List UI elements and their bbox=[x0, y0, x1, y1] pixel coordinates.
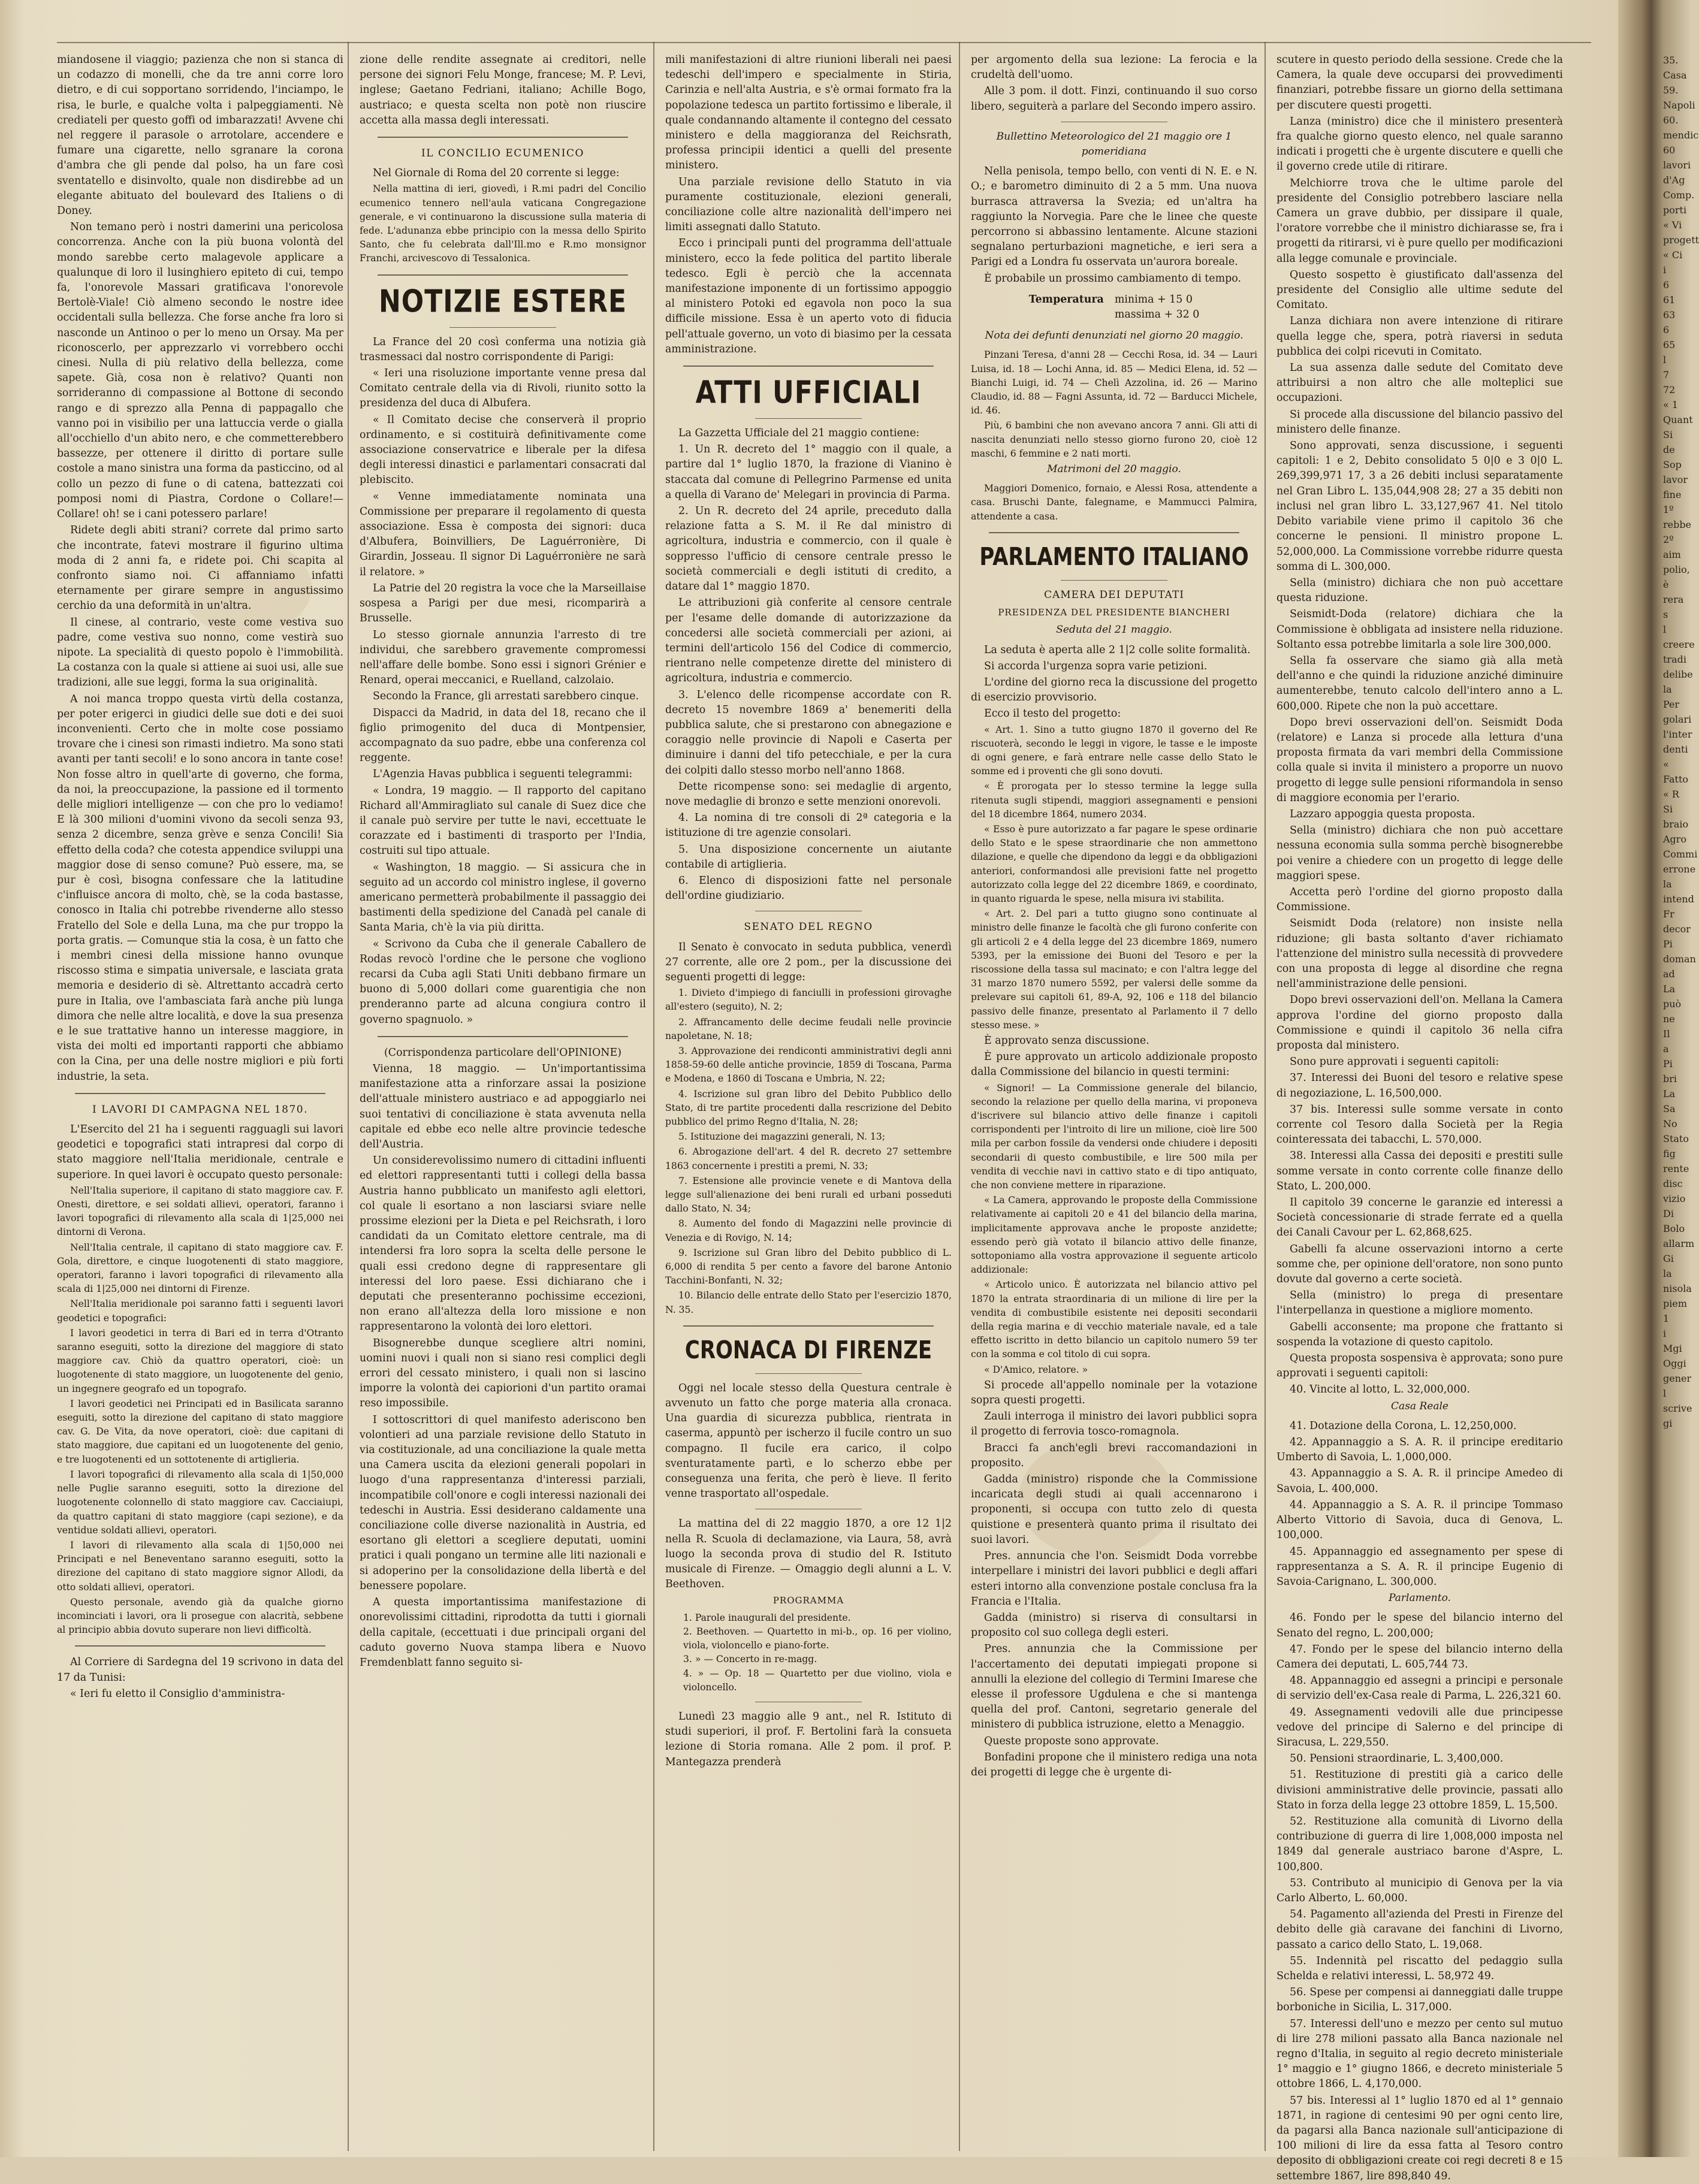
programma-list bbox=[683, 1611, 952, 1694]
paragraph: Dopo brevi osservazioni dell'on. Mellana la Camera approva l'ordine del giorno proposto dalla Commissione e quindi il capitolo 36 nella cifra proposta dal ministero. bbox=[1276, 994, 1563, 1052]
paragraph: Questo personale, avendo già da qualche giorno incominciati i lavori, ora li prosegue con alacrità, sebbene al principio abbia dovuto superare non lievi difficoltà. bbox=[57, 1596, 343, 1636]
paragraph: Dette ricompense sono: sei medaglie di argento, nove medaglie di bronzo e sette menzioni onorevoli. bbox=[665, 780, 952, 808]
paragraph: per argomento della sua lezione: La ferocia e la crudeltà dell'uomo. bbox=[971, 54, 1257, 81]
paragraph: Non temano però i nostri damerini una pericolosa concorrenza. Anche con la più buona volontà del mondo sarebbe certo malagevole applicare a qualunque di loro il lusinghiero epiteto di cui, tempo fa, l'onorevole Massari gratificava l'onorevole Bertolè-Viale! Ciò almeno secondo le nostre idee occidentali sulla bellezza. Che forse anche fra loro si nasconde un Antinoo o per lo meno un Orsay. Ma per riconoscerlo, per apprezzarlo vi vorrebbero occhi cinesi. Nulla di più relativo della bellezza, come sapete. Già, cosa non è relativo? Quanti non sorrideranno di compassione al Bottone di secondo rango e di sprezzo alla Penna di pappagallo che vanno poi in visibilio per una lattuccia verde o gialla all'occhiello d'un abito nero, e che commetterebbero bassezze, per ottenere il diritto di portare sulle costole a mano sinistra una forma da pasticcino, od al collo un pezzo di fune o di catena, battezzati coi pomposi nomi di Piastra, Cordone o Collare!—Collare! oh! se i cani potessero parlare! bbox=[57, 221, 343, 521]
edge-line: delibe bbox=[1663, 669, 1693, 680]
section-title-concilio: IL CONCILIO ECUMENICO bbox=[421, 147, 584, 160]
paragraph: Sella (ministro) dichiara che non può accettare questa riduzione. bbox=[1276, 576, 1563, 605]
edge-line: Bolo bbox=[1663, 1223, 1685, 1234]
paragraph: « Ieri una risoluzione importante venne presa dal Comitato centrale della via di Rivoli, riunito sotto la presidenza del duca di Albufera. bbox=[360, 367, 646, 410]
paragraph: Lanza dichiara non avere intenzione di ritirare quella legge che, spera, potrà riaversi in seduta pubblica dei colpi ricevuti in Comitato. bbox=[1276, 315, 1563, 358]
edge-line: ne bbox=[1663, 1013, 1675, 1025]
camera-title: CAMERA DEI DEPUTATI bbox=[1043, 588, 1185, 601]
edge-line: rera bbox=[1663, 594, 1684, 605]
casa-reale-label: Casa Reale bbox=[1391, 1400, 1448, 1412]
paragraph: 57. Interessi dell'uno e mezzo per cento sul mutuo di lire 278 milioni passato alla Banca nazionale nel regno d'Italia, in seguito al regio decreto ministeriale 1° maggio e 1° giugno 1866, e decreto ministeriale 5 ottobre 1866, L. 4,170,000. bbox=[1276, 2017, 1563, 2091]
paragraph: 5. Una disposizione concernente un aiutante contabile di artiglieria. bbox=[665, 843, 952, 871]
paragraph: Sella (ministro) lo prega di presentare l'interpellanza in questione a migliore momento. bbox=[1276, 1289, 1563, 1317]
edge-line: 72 bbox=[1663, 384, 1676, 395]
edge-line: la bbox=[1663, 878, 1672, 890]
column-3 bbox=[665, 53, 952, 2150]
paragraph: Le attribuzioni già conferite al censore centrale per l'esame delle domande di autorizzazione da concedersi alle società commerciali per azioni, ai termini dell'articolo 156 del Codice di commercio, rientrano nelle competenze dirette del ministero di agricoltura, industria e commercio. bbox=[665, 597, 952, 685]
paragraph: 6. Abrogazione dell'art. 4 del R. decreto 27 settembre 1863 concernente i prestiti a premi, N. 33; bbox=[665, 1146, 952, 1171]
paragraph: Lazzaro appoggia questa proposta. bbox=[1290, 808, 1475, 820]
temperature-max: + 32 0 bbox=[1164, 309, 1200, 321]
edge-line: Gi bbox=[1663, 1253, 1674, 1264]
paragraph: Una parziale revisione dello Statuto in via puramente costituzionale, elezioni generali, conciliazione colle altre nazionalità dell'impero nei limiti assegnati dallo Statuto. bbox=[665, 176, 952, 234]
edge-line: Pi bbox=[1663, 1058, 1673, 1070]
temperature-min: + 15 0 bbox=[1157, 293, 1193, 306]
paragraph: Zauli interroga il ministro dei lavori pubblici sopra il progetto di ferrovia tosco-romagnola. bbox=[971, 1410, 1257, 1438]
paragraph: Un considerevolissimo numero di cittadini influenti ed elettori rappresentanti tutti i collegi della bassa Austria hanno pubblicato un manifesto agli elettori, col quale li esortano a non lasciarsi sviare nelle prossime elezioni per la Dieta e pel Reichsrath, i loro candidati da un Comitato elettore centrale, ma di intendersi fra loro sopra la scelta delle persone le quali essi credono degne di rappresentare gli interessi del loro paese. Essi dichiarano che i deputati che presenteranno pochissime eccezioni, non erano all'altezza della loro missione e non rappresentarono la volontà dei loro elettori. bbox=[360, 1155, 646, 1333]
edge-line: allarm bbox=[1663, 1238, 1695, 1249]
edge-line: progett bbox=[1663, 234, 1699, 246]
paragraph: « D'Amico, relatore. » bbox=[984, 1364, 1088, 1375]
column-rule bbox=[1265, 42, 1266, 2151]
paragraph: Vienna, 18 maggio. — Un'importantissima manifestazione atta a rinforzare assai la posizione dell'attuale ministero austriaco e ad appoggiarlo nei suoi tentativi di conciliazione è stata avvenuta nella capitale ed ebbe eco nelle altre provincie tedesche dell'Austria. bbox=[360, 1062, 646, 1150]
paragraph: 57 bis. Interessi al 1° luglio 1870 ed al 1° gennaio 1871, in ragione di centesimi 90 per ogni cento lire, da pagarsi alla Banca nazionale sull'anticipazione di 100 milioni di lire da essa fatta al Tesoro contro deposito di obbligazioni create coi regi decreti 8 e 15 settembre 1867, lire 898,840 49. bbox=[1276, 2094, 1563, 2182]
paragraph: Pinzani Teresa, d'anni 28 — Cecchi Rosa, id. 34 — Lauri Luisa, id. 18 — Lochi Anna, id. 85 — Medici Elena, id. 52 — Bianchi Luigi, id. 74 — Chelì Azzolina, id. 26 — Marino Claudio, id. 88 — Fagni Assunta, id. 72 — Barducci Michele, id. 46. bbox=[971, 349, 1257, 416]
programma-item: 2. Beethoven. — Quartetto in mi-b., op. 16 per violino, viola, violoncello e piano-forte. bbox=[683, 1626, 952, 1651]
edge-line: doman bbox=[1663, 953, 1696, 965]
paragraph: La mattina del di 22 maggio 1870, a ore 12 1|2 nella R. Scuola di declamazione, via Laura, 58, avrà luogo la seconda prova di studio del R. Istituto musicale di Firenze. — Omaggio degli alunni a L. V. Beethoven. bbox=[665, 1518, 952, 1591]
paragraph: 1. Un R. decreto del 1° maggio con il quale, a partire dal 1° luglio 1870, la frazione di Vianino è staccata dal comune di Pellegrino Parmense ed unita a quella di Varano de' Melegari in provincia di Parma. bbox=[665, 443, 952, 501]
edge-line: « Vi bbox=[1663, 219, 1682, 231]
edge-line: 35. bbox=[1663, 55, 1679, 66]
paragraph: 9. Iscrizione sul Gran libro del Debito pubblico di L. 6,000 di rendita 5 per cento a favore del barone Antonio Tacchini-Bonfanti, N. 32; bbox=[665, 1247, 952, 1286]
edge-line: 60. bbox=[1663, 114, 1679, 126]
paragraph: 1. Divieto d'impiego di fanciulli in professioni girovaghe all'estero (seguito), N. 2; bbox=[665, 987, 952, 1013]
headline-parlamento: PARLAMENTO ITALIANO bbox=[979, 542, 1249, 572]
edge-line: disc bbox=[1663, 1178, 1683, 1189]
edge-line: intend bbox=[1663, 893, 1694, 905]
paragraph: 48. Appannaggio ed assegni a principi e personale di servizio dell'ex-Casa reale di Parma, L. 226,321 60. bbox=[1276, 1675, 1563, 1702]
paragraph: « Il Comitato decise che conserverà il proprio ordinamento, e si costituirà definitivamente come associazione conservatrice e liberale per la difesa degli interessi dinastici e parlamentari consacrati dal plebiscito. bbox=[360, 413, 646, 487]
paragraph: 2. Un R. decreto del 24 aprile, preceduto dalla relazione fatta a S. M. il Re dal ministro di agricoltura, industria e commercio, con il quale è soppresso l'ufficio di censore centrale presso le società commerciali e degli istituti di credito, a datare dal 1° maggio 1870. bbox=[665, 505, 952, 593]
paragraph: I sottoscrittori di quel manifesto aderiscono ben volontieri ad una parziale revisione dello Statuto in via costituzionale, ad una conciliazione la quale metta una Camera uscita da elezioni generali popolari in luogo d'una rappresentanza d'interessi parziali, incompatibile coll'onore e cogli interessi nazionali dei tedeschi in Austria. Essi desiderano caldamente una conciliazione colle diverse nazionalità in Austria, ed esortano gli elettori a scegliere deputati, uomini pratici i quali pongano un termine alle liti nazionali e si adoperino per la consolidazione della libertà e del benessere popolare. bbox=[360, 1413, 646, 1592]
paragraph: Bisognerebbe dunque scegliere altri nomini, uomini nuovi i quali non si siano resi complici degli errori del cessato ministero, i quali non si lascino imporre la volontà dei capiorioni d'un partito oramai reso impossibile. bbox=[360, 1337, 646, 1410]
edge-line: la bbox=[1663, 1268, 1672, 1279]
paragraph: La France del 20 così conferma una notizia già trasmessaci dal nostro corrispondente di Parigi: bbox=[360, 336, 646, 363]
paragraph: Gadda (ministro) si riserva di consultarsi in proposito col suo collega degli esteri. bbox=[971, 1611, 1257, 1639]
paragraph: Nella mattina di ieri, giovedì, i R.mi padri del Concilio ecumenico tennero nell'aula vaticana Congregazione generale, e vi continuarono la discussione sulla materia di fede. L'adunanza ebbe principio con la messa dello Spirito Santo, che fu celebrata dall'Ill.mo e R.mo monsignor Franchi, arcivescovo di Tessalonica. bbox=[360, 183, 646, 264]
paragraph: Il cinese, al contrario, veste come vestiva suo padre, come vestiva suo nonno, come vestirà suo nipote. La specialità di questo popolo è l'immobilità. La costanza con la quale si attiene ai suoi usi, alle sue tradizioni, alle sue leggi, forma la sua originalità. bbox=[57, 616, 343, 689]
edge-line: fine bbox=[1663, 489, 1682, 500]
edge-line: gener bbox=[1663, 1373, 1692, 1384]
edge-line: Commi bbox=[1663, 848, 1698, 860]
defunti-title: Nota dei defunti denunziati nel giorno 20 maggio. bbox=[985, 330, 1244, 342]
bollettino-title: Bullettino Meteorologico del 21 maggio ore 1 pomeridiana bbox=[996, 130, 1232, 158]
edge-line: No bbox=[1663, 1118, 1677, 1129]
section-rule bbox=[378, 274, 628, 276]
edge-line: l'inter bbox=[1663, 729, 1692, 740]
paragraph: I lavori topografici di rilevamento alla scala di 1|50,000 nelle Puglie saranno eseguiti, sotto la direzione del luogotenente colonnello di stato maggiore cav. Cacciaiupi, da quattro capitani di stato maggiore (capi sezione), e da ventidue soldati allievi, operatori. bbox=[57, 1469, 343, 1536]
paragraph: Nell'Italia superiore, il capitano di stato maggiore cav. F. Onesti, direttore, e sei soldati allievi, operatori, faranno i lavori topografici di rilevamento alla scala di 1|25,000 nei dintorni di Verona. bbox=[57, 1185, 343, 1238]
edge-line: gi bbox=[1663, 1418, 1673, 1429]
paragraph: Pres. annunzia che la Commissione per l'accertamento dei deputati impiegati propone si annulli la elezione del collegio di Termini Imarese che elesse il professore Ugdulena e che si mantenga quella del prof. Cantoni, segretario generale del ministero di pubblica istruzione, eletto a Menaggio. bbox=[971, 1643, 1257, 1731]
paragraph: 42. Appannaggio a S. A. R. il principe ereditario Umberto di Savoia, L. 1,000,000. bbox=[1276, 1436, 1563, 1464]
edge-line: Mgi bbox=[1663, 1343, 1682, 1354]
paragraph: Sella fa osservare che siamo già alla metà dell'anno e che quindi la riduzione anziché diminuire aumenterebbe, tenuto calcolo dell'intero anno a L. 600,000. Ripete che non la può accettare. bbox=[1276, 654, 1563, 712]
edge-line: tradi bbox=[1663, 654, 1686, 665]
edge-line: rente bbox=[1663, 1163, 1689, 1174]
section-rule bbox=[378, 1036, 628, 1037]
paragraph: Al Corriere di Sardegna del 19 scrivono in data del 17 da Tunisi: bbox=[57, 1656, 343, 1684]
paragraph: Sella (ministro) dichiara che non può accettare nessuna economia sulla somma perchè bisognerebbe poi venire a chiedere con un progetto di legge delle maggiori spese. bbox=[1276, 824, 1563, 882]
edge-line: « 1 bbox=[1663, 399, 1679, 410]
paragraph: 37 bis. Interessi sulle somme versate in conto corrente col Tesoro dalla Società per la Regia cointeressata dei tabacchi, L. 570,000. bbox=[1276, 1103, 1563, 1146]
paragraph: A questa importantissima manifestazione di onorevolissimi cittadini, riprodotta da tutti i giornali della capitale, (eccettuati i due principali organi del caduto governo Nuova stampa libera e Nuovo Fremdenblatt fanno seguito si- bbox=[360, 1596, 646, 1669]
paragraph: Ecco il testo del progetto: bbox=[984, 708, 1121, 720]
paragraph: È approvato senza discussione. bbox=[984, 1034, 1149, 1047]
paragraph: « Esso è pure autorizzato a far pagare le spese ordinarie dello Stato e le spese straordinarie che non ammettono dilazione, e quelle che dipendono da leggi e da obbligazioni anteriori, conformandosi alle previsioni fatte nel progetto autorizzato colla legge del 22 dicembre 1869, e coordinato, in quanto riguarda le spese, nella misura ivi stabilita. bbox=[971, 823, 1257, 904]
edge-line: braio bbox=[1663, 818, 1689, 830]
headline-rule bbox=[755, 1373, 862, 1374]
section-title-lavori: I LAVORI DI CAMPAGNA NEL 1870. bbox=[92, 1103, 309, 1116]
edge-line: creere bbox=[1663, 639, 1695, 650]
paragraph: I lavori geodetici nei Principati ed in Basilicata saranno eseguiti, sotto la direzione del capitano di stato maggiore cav. G. De Vita, da nove operatori, cioè: due capitani di stato maggiore, due capitani ed un luogotenente del genio, e tre luogotenenti ed un sottotenente di artiglieria. bbox=[57, 1398, 343, 1465]
paragraph: Sono approvati, senza discussione, i seguenti capitoli: 1 e 2, Debito consolidato 5 0|0 e 3 0|0 L. 269,399,971 17, 3 a 26 debiti inclusi separatamente nel Gran Libro L. 135,044,908 28; 27 a 35 debiti non inclusi nel gran libro L. 33,127,967 41. Nel titolo Debito variabile viene primo il capitolo 36 che concerne le pensioni. Il ministro propone L. 52,000,000. La Commissione vorrebbe ridurre questa somma di L. 300,000. bbox=[1276, 440, 1563, 573]
paragraph: 41. Dotazione della Corona, L. 12,250,000. bbox=[1290, 1419, 1517, 1432]
paragraph: Questo sospetto è giustificato dall'assenza del presidente del Consiglio alle ultime sedute del Comitato. bbox=[1276, 268, 1563, 312]
edge-line: 1 bbox=[1663, 1313, 1670, 1324]
edge-line: 6 bbox=[1663, 324, 1670, 336]
edge-line: Il bbox=[1663, 1028, 1670, 1040]
paragraph: 47. Fondo per le spese del bilancio interno della Camera dei deputati, L. 605,744 73. bbox=[1276, 1643, 1563, 1671]
paragraph: Queste proposte sono approvate. bbox=[984, 1735, 1159, 1747]
paragraph: « È prorogata per lo stesso termine la legge sulla ritenuta sugli stipendi, maggiori assegnamenti e pensioni del 18 dicembre 1864, numero 2034. bbox=[971, 781, 1257, 820]
paragraph: miandosene il viaggio; pazienza che non si stanca di un codazzo di monelli, che da tre anni corre loro dietro, e di cui sopportano sorridendo, l'inciampo, le risa, le burle, e qualche volta i palpeggiamenti. Nè crediateli per questo goffi od imbarazzati! Avvene chi nel reggere il parasole o arrotolare, accendere e fumare una cigarette, nello sgranare la corona d'ambra che gli pende dal polso, ha un fare così sventatello e disinvolto, quale non disdirebbe ad un elegante abituato del boulevard des Italiens o di Doney. bbox=[57, 54, 343, 218]
edge-line: Fatto bbox=[1663, 774, 1689, 785]
paragraph: Bonfadini propone che il ministero rediga una nota dei progetti di legge che è urgente di- bbox=[971, 1751, 1257, 1778]
edge-line: Agro bbox=[1663, 833, 1687, 845]
paragraph: I lavori geodetici in terra di Bari ed in terra d'Otranto saranno eseguiti, sotto la direzione del maggiore di stato maggiore cav. Chiò da quattro operatori, cioè: un luogotenente di stato maggiore, un luogotenente del genio, un ingegnere geografo ed un topografo. bbox=[57, 1327, 343, 1394]
paragraph: Ridete degli abiti strani? correte dal primo sarto che incontrate, fatevi mostrare il figurino ultima moda di 2 anni fa, e ridete poi. Chi scapita al confronto siamo noi. Ci affanniamo infatti eternamente per girare sempre in angustissimo cerchio da una deformità in un'altra. bbox=[57, 524, 343, 612]
paragraph: La Gazzetta Ufficiale del 21 maggio contiene: bbox=[678, 427, 920, 440]
paragraph: È probabile un prossimo cambiamento di tempo. bbox=[984, 272, 1241, 285]
paragraph: Dopo brevi osservazioni dell'on. Seismidt Doda (relatore) e Lanza si procede alla lettura d'una proposta firmata da vari membri della Commissione colla quale si invita il ministero a proporre un nuovo progetto di legge sulle pensioni riformandola in senso di maggiore economia per l'erario. bbox=[1276, 716, 1563, 804]
paragraph: Pres. annuncia che l'on. Seismidt Doda vorrebbe interpellare i ministri dei lavori pubblici e degli affari esteri intorno alla convenzione postale conclusa fra la Francia e l'Italia. bbox=[971, 1550, 1257, 1608]
paragraph: Dispacci da Madrid, in data del 18, recano che il figlio primogenito del duca di Montpensier, accompagnato da suo padre, ebbe una conferenza col reggente. bbox=[360, 706, 646, 765]
headline-rule bbox=[1061, 580, 1167, 581]
paragraph: « Signori! — La Commissione generale del bilancio, secondo la relazione per quello della marina, vi proponeva d'iscrivere sul bilancio attivo delle finanze i capitoli corrispondenti per l'introito di lire un milione, cioè lire 500 mila per carbon fossile da vendersi onde chiudere i depositi secondarii di questo combustibile, e lire 500 mila per vendita di vecchie navi in cattivo stato e di tipo antiquato, che non conviene mettere in riparazione. bbox=[971, 1082, 1257, 1191]
paragraph: Secondo la France, gli arrestati sarebbero cinque. bbox=[373, 690, 639, 703]
programma-item: 1. Parole inaugurali del presidente. bbox=[683, 1612, 851, 1623]
paragraph: L'ordine del giorno reca la discussione del progetto di esercizio provvisorio. bbox=[971, 676, 1257, 704]
edge-line: Oggi bbox=[1663, 1358, 1686, 1369]
section-rule bbox=[75, 1093, 325, 1094]
paragraph: 10. Bilancio delle entrate dello Stato per l'esercizio 1870, N. 35. bbox=[665, 1290, 952, 1315]
paragraph: 40. Vincite al lotto, L. 32,000,000. bbox=[1290, 1383, 1471, 1396]
temperature-values: minima + 15 0 massima + 32 0 bbox=[1114, 293, 1200, 321]
matrimoni-title: Matrimoni del 20 maggio. bbox=[1047, 463, 1181, 476]
paragraph: Sono pure approvati i seguenti capitoli: bbox=[1290, 1056, 1499, 1068]
edge-line: nisola bbox=[1663, 1283, 1692, 1294]
edge-line: 1º bbox=[1663, 504, 1674, 515]
edge-line: porti bbox=[1663, 204, 1687, 216]
section-rule bbox=[378, 137, 628, 138]
column-5 bbox=[1276, 53, 1563, 2182]
paragraph: Gabelli acconsente; ma propone che frattanto si sospenda la votazione di questo capitolo. bbox=[1276, 1321, 1563, 1348]
paragraph: Lanza (ministro) dice che il ministero presenterà fra qualche giorno questo elenco, nel quale saranno indicati i progetti che è urgente discutere e quelli che il governo crede utile di ritirare. bbox=[1276, 115, 1563, 173]
paragraph: Melchiorre trova che le ultime parole del presidente del Consiglio potrebbero lasciare nella Camera un grave dubbio, per dissipare il quale, l'oratore vorrebbe che il ministro dichiarasse se, fra i progetti da ritirarsi, vi è pure quello per modificazioni alla legge comunale e provinciale. bbox=[1276, 177, 1563, 265]
edge-line: 6 bbox=[1663, 279, 1670, 291]
presidenza: PRESIDENZA DEL PRESIDENTE BIANCHERI bbox=[998, 607, 1230, 618]
paragraph: Bracci fa anch'egli brevi raccomandazioni in proposito. bbox=[971, 1442, 1257, 1469]
seduta: Seduta del 21 maggio. bbox=[1056, 624, 1172, 636]
paragraph: La seduta è aperta alle 2 1|2 colle solite formalità. bbox=[984, 644, 1251, 656]
edge-line: « R bbox=[1663, 789, 1679, 800]
section-rule bbox=[683, 365, 934, 367]
paragraph: I lavori di rilevamento alla scala di 1|50,000 nei Principati e nel Beneventano saranno eseguiti, sotto la direzione del capitano di stato maggiore signor Allodi, da otto soldati allievi, operatori. bbox=[57, 1539, 343, 1593]
paragraph: Maggiori Domenico, fornaio, e Alessi Rosa, attendente a casa. Bruschi Dante, falegname, e Mammucci Palmira, attendente a casa. bbox=[971, 483, 1257, 522]
edge-line: Si bbox=[1663, 429, 1673, 440]
paragraph: « Venne immediatamente nominata una Commissione per preparare il regolamento di questa associazione. Essa è composta dei signori: duca d'Albufera, Boinvilliers, De Laguérronière, Di Girardin, Josseau. Il signor Di Laguérronière ne sarà il relatore. » bbox=[360, 490, 646, 578]
edge-line: può bbox=[1663, 998, 1682, 1010]
edge-line: 7 bbox=[1663, 369, 1670, 380]
programma-label: PROGRAMMA bbox=[772, 1595, 844, 1606]
paragraph: Gabelli fa alcune osservazioni intorno a certe somme che, per opinione dell'oratore, non sono punto dovute dal governo a certe società. bbox=[1276, 1243, 1563, 1286]
edge-line: 63 bbox=[1663, 309, 1676, 321]
edge-line: denti bbox=[1663, 744, 1688, 755]
headline-cronaca-firenze: CRONACA DI FIRENZE bbox=[684, 1336, 933, 1365]
edge-line: Si bbox=[1663, 803, 1673, 815]
paragraph: Nell'Italia meridionale poi saranno fatti i seguenti lavori geodetici e topografici: bbox=[57, 1298, 343, 1324]
section-rule bbox=[75, 1645, 325, 1647]
edge-line: a bbox=[1663, 1043, 1669, 1055]
edge-line: 2º bbox=[1663, 534, 1674, 545]
paragraph: 49. Assegnamenti vedovili alle due principesse vedove del principe di Salerno e del principe di Siracusa, L. 229,550. bbox=[1276, 1706, 1563, 1748]
edge-line: La bbox=[1663, 983, 1676, 995]
edge-line: ad bbox=[1663, 968, 1675, 980]
edge-line: bri bbox=[1663, 1073, 1677, 1085]
paragraph: Si accorda l'urgenza sopra varie petizioni. bbox=[984, 660, 1208, 672]
section-rule bbox=[683, 1325, 934, 1327]
paragraph: La sua assenza dalle sedute del Comitato deve attribuirsi a non altro che alle molteplici sue occupazioni. bbox=[1276, 362, 1563, 404]
paragraph: Seismidt-Doda (relatore) dichiara che la Commissione è obbligata ad insistere nella riduzione. Soltanto essa potrebbe limitarla a sole lire 300,000. bbox=[1276, 608, 1563, 651]
edge-line: La bbox=[1663, 1088, 1676, 1099]
column-rule bbox=[653, 42, 654, 2151]
edge-line: l bbox=[1663, 354, 1667, 365]
paragraph: Questa proposta sospensiva è approvata; sono pure approvati i seguenti capitoli: bbox=[1276, 1352, 1563, 1380]
paragraph: 2. Affrancamento delle decime feudali nelle provincie napoletane, N. 18; bbox=[665, 1016, 952, 1041]
paragraph: Il capitolo 39 concerne le garanzie ed interessi a Società concessionarie di strade ferrate ed a quella dei Canali Cavour per L. 62,868,625. bbox=[1276, 1197, 1563, 1239]
paragraph: È pure approvato un articolo addizionale proposto dalla Commissione del bilancio in questi termini: bbox=[971, 1051, 1257, 1079]
headline-notizie-estere: NOTIZIE ESTERE bbox=[378, 283, 627, 320]
column-2 bbox=[360, 53, 646, 2150]
paragraph: Più, 6 bambini che non avevano ancora 7 anni. Gli atti di nascita denunziati nello stesso giorno furono 20, cioè 12 maschi, 6 femmine e 2 nati morti. bbox=[971, 420, 1257, 459]
paragraph: « Art. 2. Del pari a tutto giugno sono continuate al ministro delle finanze le facoltà che gli furono conferite con gli articoli 2 e 4 della legge del 23 dicembre 1869, numero 5393, per la emissione dei Buoni del Tesoro e per la riscossione della tassa sul macinato; e con l'altra legge del 31 marzo 1870 numero 5592, per valersi delle somme da prelevare sui capitoli 61, 89-A, 92, 106 e 118 del bilancio passivo delle finanze, presentato al Parlamento il 7 dello stesso mese. » bbox=[971, 908, 1257, 1031]
paragraph: « Articolo unico. È autorizzata nel bilancio attivo pel 1870 la entrata straordinaria di un milione di lire per la vendita di combustibile esistente nei depositi secondarii della regia marina e di vecchio materiale navale, ed a tale effetto iscritto in detto bilancio un capitolo numero 59 ter con la somma e col titolo di cui sopra. bbox=[971, 1279, 1257, 1360]
edge-line: Per bbox=[1663, 699, 1680, 710]
paragraph: L'Esercito del 21 ha i seguenti ragguagli sui lavori geodetici e topografici stati intrapresi dal corpo di stato maggiore nell'Italia meridionale, centrale e superiore. In quei lavori è occupato questo personale: bbox=[57, 1123, 343, 1181]
paragraph: 50. Pensioni straordinarie, L. 3,400,000. bbox=[1290, 1753, 1504, 1765]
paragraph: Nell'Italia centrale, il capitano di stato maggiore cav. F. Gola, direttore, e cinque luogotenenti di stato maggiore, operatori, faranno i lavori topografici di rilevamento alla scala di 1|25,000 nei dintorni di Firenze. bbox=[57, 1241, 343, 1295]
temperature-label: Temperatura bbox=[1028, 293, 1104, 306]
paragraph: 44. Appannaggio a S. A. R. il principe Tommaso Alberto Vittorio di Savoia, duca di Genova, L. 100,000. bbox=[1276, 1499, 1563, 1542]
parlamento-label: Parlamento. bbox=[1389, 1592, 1451, 1605]
paragraph: 56. Spese per compensi ai danneggiati dalle truppe borboniche in Sicilia, L. 317,000. bbox=[1276, 1986, 1563, 2014]
paragraph: mili manifestazioni di altre riunioni liberali nei paesi tedeschi dell'impero e specialmente in Stiria, Carinzia e nell'alta Austria, e s'è ormai formato fra la popolazione tedesca un partito fortissimo e liberale, il quale condannando altamente il contegno del cessato ministero e della maggioranza del Reichsrath, professa principii identici a quelli del presente ministero. bbox=[665, 54, 952, 172]
paragraph: Accetta però l'ordine del giorno proposto dalla Commissione. bbox=[1276, 886, 1563, 914]
paragraph: Oggi nel locale stesso della Questura centrale è avvenuto un fatto che porge materia alla cronaca. Una guardia di sicurezza pubblica, rientrata in caserma, appuntò per ischerzo il fucile contro un suo compagno. Il fucile era carico, il colpo sventuratamente partì, e lo scherzo ebbe per conseguenza una ferita, che però è lieve. Il ferito venne trasportato all'ospedale. bbox=[665, 1382, 952, 1500]
column-rule bbox=[348, 42, 349, 2151]
paragraph: « Art. 1. Sino a tutto giugno 1870 il governo del Re riscuoterà, secondo le leggi in vigore, le tasse e le imposte di ogni genere, e farà entrare nelle casse dello Stato le somme ed i proventi che gli sono dovuti. bbox=[971, 724, 1257, 777]
paragraph: Nel Giornale di Roma del 20 corrente si legge: bbox=[373, 167, 620, 180]
edge-line: Sa bbox=[1663, 1103, 1676, 1114]
paragraph: Lo stesso giornale annunzia l'arresto di tre individui, che sarebbero gravemente compromessi nell'affare delle bombe. Sono essi i signori Grénier e Renard, operai meccanici, e Ruelland, calzolaio. bbox=[360, 629, 646, 687]
edge-line: Casa bbox=[1663, 70, 1687, 81]
programma-item: 4. » — Op. 18 — Quartetto per due violino, viola e violoncello. bbox=[683, 1668, 952, 1693]
edge-line: i bbox=[1663, 1328, 1667, 1339]
edge-line: scrive bbox=[1663, 1403, 1692, 1414]
edge-line: 59. bbox=[1663, 84, 1679, 96]
paragraph: Si procede all'appello nominale per la votazione sopra questi progetti. bbox=[971, 1379, 1257, 1407]
edge-line: rebbe bbox=[1663, 519, 1692, 530]
paragraph: « Washington, 18 maggio. — Si assicura che in seguito ad un accordo col ministro inglese, il governo americano permetterà probabilmente il passaggio dei bastimenti della spedizione del Canadà pel canale di Santa Maria, ch'è la via più diritta. bbox=[360, 861, 646, 934]
paragraph: 3. L'elenco delle ricompense accordate con R. decreto 15 novembre 1869 a' benemeriti della pubblica salute, che si prestarono con abnegazione e coraggio nelle provincie di Napoli e Caserta per diminuire i danni del tifo petecchiale, e per la cura dei colpiti dallo stesso morbo nell'anno 1868. bbox=[665, 688, 952, 777]
paragraph: « La Camera, approvando le proposte della Commissione relativamente ai capitoli 20 e 41 del bilancio della marina, implicitamente approvava anche le proposte anzidette; essendo però già votato il bilancio attivo delle finanze, sottoponiamo alla vostra approvazione il seguente articolo addizionale: bbox=[971, 1195, 1257, 1276]
next-page-edge-text bbox=[1663, 53, 1699, 2150]
edge-line: l bbox=[1663, 1388, 1667, 1399]
edge-line: Sop bbox=[1663, 459, 1682, 470]
paragraph: 52. Restituzione alla comunità di Livorno della contribuzione di guerra di lire 1,008,000 imposta nel 1849 dal generale austriaco barone d'Aspre, L. 100,800. bbox=[1276, 1815, 1563, 1873]
paragraph: Il Senato è convocato in seduta pubblica, venerdì 27 corrente, alle ore 2 pom., per la discussione dei seguenti progetti di legge: bbox=[665, 941, 952, 983]
paragraph: 37. Interessi dei Buoni del tesoro e relative spese di negoziazione, L. 16,500,000. bbox=[1276, 1072, 1563, 1099]
paragraph: 3. Approvazione dei rendiconti amministrativi degli anni 1858-59-60 delle antiche provincie, 1859 di Toscana, Parma e Modena, e 1860 di Toscana e Umbria, N. 22; bbox=[665, 1045, 952, 1085]
paragraph: 38. Interessi alla Cassa dei depositi e prestiti sulle somme versate in conto corrente colle finanze dello Stato, L. 200,000. bbox=[1276, 1150, 1563, 1192]
paragraph: Seismidt Doda (relatore) non insiste nella riduzione; gli basta soltanto d'aver richiamato l'attenzione del ministro sulla necessità di provvedere con una proposta di legge al disordine che regna nell'amministrazione delle pensioni. bbox=[1276, 917, 1563, 990]
paragraph: scutere in questo periodo della sessione. Crede che la Camera, la quale deve occuparsi dei provvedimenti finanziari, potrebbe fissare un giorno della settimana per discutere questi progetti. bbox=[1276, 54, 1563, 111]
headline-atti-ufficiali: ATTI UFFICIALI bbox=[695, 374, 922, 411]
correspondence-label: (Corrispondenza particolare dell'OPINIONE) bbox=[384, 1046, 621, 1059]
section-rule bbox=[989, 532, 1239, 533]
paragraph: 51. Restituzione di prestiti già a carico delle divisioni amministrative delle provincie, passati allo Stato in forza della legge 23 ottobre 1859, L. 15,500. bbox=[1276, 1769, 1563, 1811]
paragraph: Lunedì 23 maggio alle 9 ant., nel R. Istituto di studi superiori, il prof. F. Bertolini farà la consueta lezione di Storia romana. Alle 2 pom. il prof. P. Mantegazza prenderà bbox=[665, 1710, 952, 1768]
edge-line: de bbox=[1663, 444, 1675, 455]
paragraph: « Scrivono da Cuba che il generale Caballero de Rodas revocò l'ordine che le persone che vogliono recarsi da Cuba agli Stati Uniti debbano firmare un buono di 5,000 dollari come guarentigia che non prenderanno parte ad alcuna congiura contro il governo spagnuolo. » bbox=[360, 938, 646, 1026]
edge-line: 60 bbox=[1663, 144, 1676, 156]
edge-line: fig bbox=[1663, 1148, 1676, 1159]
edge-line: Comp. bbox=[1663, 189, 1695, 201]
paragraph: 6. Elenco di disposizioni fatte nel personale dell'ordine giudiziario. bbox=[665, 874, 952, 902]
column-4 bbox=[971, 53, 1257, 2150]
paragraph: 53. Contributo al municipio di Genova per la via Carlo Alberto, L. 60,000. bbox=[1276, 1877, 1563, 1904]
column-rule bbox=[959, 42, 960, 2151]
headline-rule bbox=[449, 327, 556, 328]
paragraph: « Ieri fu eletto il Consiglio d'amministra- bbox=[70, 1687, 285, 1700]
paragraph: A noi manca troppo questa virtù della costanza, per poter erigerci in giudici delle sue doti e dei suoi inconvenienti. Certo che in molte cose possiamo trovare che i cinesi son rimasti indietro. Ma sono stati avanti per tanti secoli! e lo sono ancora in tante cose! Non fosse altro in quell'arte di governo, che forma, da noi, la preoccupazione, la passione ed il tormento delle migliori intelligenze — con che pro lo vediamo! E là 300 milioni d'uomini vivono da secoli senza 93, senza 2 dicembre, senza grève e senza Concili! Sia effetto della coda? che cotesta appendice sviluppi una maggior dose di senso comune? Può essere, ma, se pur è così, bisogna confessare che la latitudine c'influisce ancora di molto, chè, se la coda bastasse, conosco in Italia chi potrebbe rivenderne allo stesso Fratello del Sole e della Luna, ma che pur troppo la porta gratis. — Comunque stia la cosa, è un fatto che i membri cinesi della missione hanno ovunque riscosso stima e simpatia universale, e lasciata grata memoria e desiderio di sè. Altrettanto accadrà certo pure in Italia, ove l'ambasciata farà anche più lunga dimora che nelle altre località, e dove la sua presenza e le sue trattative hanno un interesse maggiore, in vista dei molti ed importanti rapporti che abbiamo con la Cina, per una delle nostre migliori e più forti industrie, la seta. bbox=[57, 693, 344, 1083]
edge-line: i bbox=[1663, 264, 1667, 276]
edge-line: piem bbox=[1663, 1298, 1687, 1309]
paragraph: Gadda (ministro) risponde che la Commissione incaricata degli studi ai quali accennarono i proponenti, si occupa con tutto zelo di questa quistione e presenterà quanto prima il risultato dei suoi lavori. bbox=[971, 1473, 1257, 1546]
paragraph: 46. Fondo per le spese del bilancio interno del Senato del regno, L. 200,000; bbox=[1276, 1612, 1563, 1639]
edge-line: lavor bbox=[1663, 474, 1688, 485]
paragraph: Nella penisola, tempo bello, con venti di N. E. e N. O.; e barometro diminuito di 2 a 5 mm. Una nuova burrasca attraversa la Svezia; ed un'altra ha raggiunto la Norvegia. Pare che le linee che queste percorrono si abbassino lentamente. Alcune stazioni segnalano perturbazioni magnetiche, e ieri sera a Parigi ed a Londra fu osservata un'aurora boreale. bbox=[971, 165, 1257, 268]
section-title-senato: SENATO DEL REGNO bbox=[744, 921, 873, 934]
edge-line: Quant bbox=[1663, 414, 1693, 425]
paragraph: Alle 3 pom. il dott. Finzi, continuando il suo corso libero, seguiterà a parlare del Secondo impero assiro. bbox=[971, 85, 1257, 113]
paragraph: « Londra, 19 maggio. — Il rapporto del capitano Richard all'Ammiragliato sul canale di Suez dice che il canale può servire per tutte le navi, eccettuate le corazzate ed i bastimenti di trasporto per l'India, costruiti sul tipo attuale. bbox=[360, 784, 646, 857]
edge-line: Napoli bbox=[1663, 99, 1695, 111]
edge-line: 61 bbox=[1663, 294, 1676, 306]
paragraph: Si procede alla discussione del bilancio passivo del ministero delle finanze. bbox=[1276, 408, 1563, 436]
paragraph: 5. Istituzione dei magazzini generali, N. 13; bbox=[678, 1131, 886, 1143]
edge-line: è bbox=[1663, 579, 1669, 590]
edge-line: « bbox=[1663, 759, 1669, 770]
edge-line: Stato bbox=[1663, 1133, 1689, 1144]
paragraph: 7. Estensione alle provincie venete e di Mantova della legge sull'alienazione dei beni rurali ed urbani posseduti dallo Stato, N. 34; bbox=[665, 1175, 952, 1215]
headline-rule bbox=[755, 418, 862, 419]
edge-line: Pi bbox=[1663, 938, 1673, 950]
paragraph: La Patrie del 20 registra la voce che la Marseillaise sospesa a Parigi per due mesi, ricomparirà a Brusselle. bbox=[360, 582, 646, 625]
edge-line: l bbox=[1663, 624, 1667, 635]
edge-line: polio, bbox=[1663, 564, 1690, 575]
paragraph: 45. Appannaggio ed assegnamento per spese di rappresentanza a S. A. R. il principe Eugenio di Savoia-Carignano, L. 300,000. bbox=[1276, 1545, 1563, 1588]
edge-line: s bbox=[1663, 609, 1668, 620]
edge-line: Di bbox=[1663, 1208, 1674, 1219]
edge-line: la bbox=[1663, 684, 1672, 695]
column-1 bbox=[57, 53, 343, 2150]
edge-line: mendic bbox=[1663, 129, 1699, 141]
edge-line: d'Ag bbox=[1663, 174, 1685, 186]
programma-item: 3. » — Concerto in re-magg. bbox=[683, 1654, 817, 1665]
paragraph: 4. Iscrizione sul gran libro del Debito Pubblico dello Stato, di tre partite procedenti dalla rescrizione del Debito pubblico del primo Regno d'Italia, N. 28; bbox=[665, 1088, 952, 1127]
edge-line: Fr bbox=[1663, 908, 1674, 920]
edge-line: « Ci bbox=[1663, 249, 1683, 261]
paragraph: 4. La nomina di tre consoli di 2ª categoria e la istituzione di tre agenzie consolari. bbox=[665, 812, 952, 839]
edge-line: lavori bbox=[1663, 159, 1691, 171]
paragraph: 55. Indennità pel riscatto del pedaggio sulla Schelda e relativi interessi, L. 58,972 49. bbox=[1276, 1955, 1563, 1982]
edge-line: golari bbox=[1663, 714, 1692, 725]
edge-line: errone bbox=[1663, 863, 1696, 875]
edge-line: 65 bbox=[1663, 339, 1676, 351]
edge-line: vizio bbox=[1663, 1193, 1686, 1204]
paragraph: L'Agenzia Havas pubblica i seguenti telegrammi: bbox=[373, 768, 633, 781]
paragraph: 8. Aumento del fondo di Magazzini nelle provincie di Venezia e di Rovigo, N. 14; bbox=[665, 1218, 952, 1243]
temperature-table bbox=[971, 292, 1257, 322]
edge-line: decor bbox=[1663, 923, 1691, 935]
paragraph: zione delle rendite assegnate ai creditori, nelle persone dei signori Felu Monge, francese; M. P. Levi, inglese; Gaetano Fedriani, italiano; Achille Bogo, austriaco; e questa scelta non potè non riuscire accetta alla massa degli interessati. bbox=[360, 54, 646, 126]
paragraph: Ecco i principali punti del programma dell'attuale ministero, ecco la fede politica del partito liberale tedesco. Egli è perciò che la accennata manifestazione imponente di un fortissimo appoggio al ministero Potoki ed egavola non poco la sua difficile missione. Essa è un aperto voto di fiducia pell'attuale governo, un voto di biasimo per la cessata amministrazione. bbox=[665, 237, 952, 355]
paragraph: 43. Appannaggio a S. A. R. il principe Amedeo di Savoia, L. 400,000. bbox=[1276, 1467, 1563, 1495]
top-rule bbox=[57, 42, 1591, 43]
paragraph: 54. Pagamento all'azienda del Presti in Firenze del debito delle già caravane dei fanchini di Livorno, passato a carico dello Stato, L. 19,068. bbox=[1276, 1908, 1563, 1951]
edge-line: aim bbox=[1663, 549, 1681, 560]
